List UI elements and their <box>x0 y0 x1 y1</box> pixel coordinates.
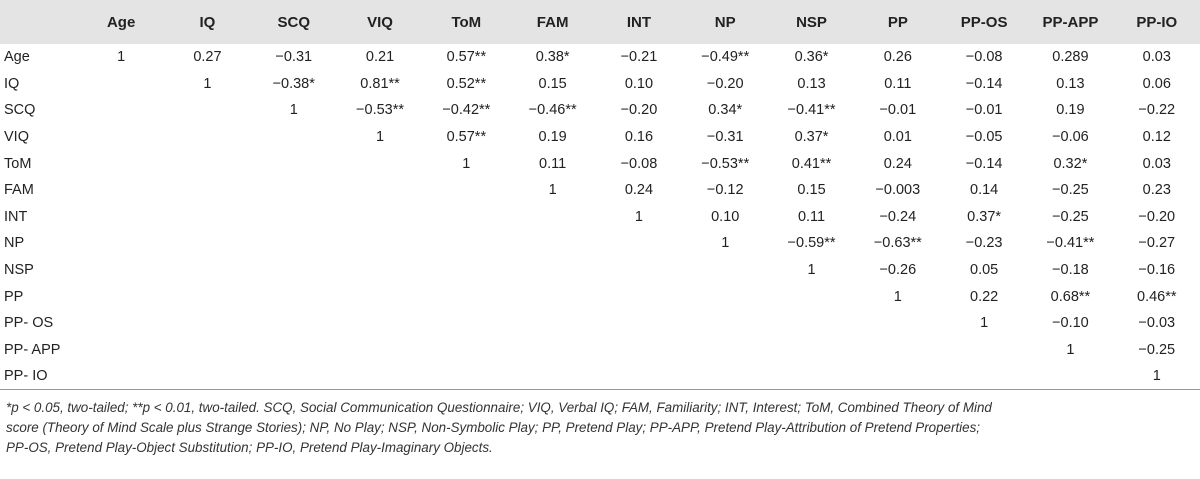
table-cell <box>768 337 854 364</box>
table-cell: −0.25 <box>1138 341 1176 358</box>
table-footnote <box>0 390 1200 458</box>
table-cell <box>251 337 337 364</box>
table-cell <box>596 283 682 310</box>
table-cell <box>596 230 682 257</box>
table-row <box>0 71 1200 98</box>
table-cell <box>337 230 423 257</box>
table-cell <box>337 150 423 177</box>
table-cell: −0.24 <box>879 208 917 225</box>
table-cell <box>78 124 164 151</box>
table-cell: 0.03 <box>1142 155 1171 172</box>
table-cell <box>509 337 595 364</box>
table-cell: 1 <box>634 208 643 225</box>
table-cell <box>164 97 250 124</box>
table-cell <box>509 257 595 284</box>
table-cell: 1 <box>117 49 126 66</box>
table-cell <box>251 177 337 204</box>
table-cell <box>337 177 423 204</box>
header-cell: INT <box>626 13 652 31</box>
table-cell: −0.59** <box>787 235 836 252</box>
table-cell: 0.16 <box>624 129 654 146</box>
header-cell <box>0 0 78 44</box>
row-label: IQ <box>4 75 20 92</box>
table-cell: 0.15 <box>797 182 826 199</box>
table-cell <box>423 177 509 204</box>
table-cell: −0.08 <box>620 155 658 172</box>
table-cell <box>78 177 164 204</box>
table-cell <box>78 363 164 390</box>
row-label: PP- OS <box>4 315 54 332</box>
table-cell <box>78 97 164 124</box>
row-label: FAM <box>4 182 34 199</box>
table-cell: −0.01 <box>879 102 917 119</box>
table-cell <box>509 283 595 310</box>
footnote-line: PP-OS, Pretend Play-Object Substitution; PP-IO, Pretend Play-Imaginary Objects. <box>6 440 493 456</box>
table-cell: −0.23 <box>965 235 1003 252</box>
table-cell: 0.26 <box>883 49 912 66</box>
table-body <box>0 44 1200 390</box>
table-cell: 0.10 <box>711 208 740 225</box>
table-cell <box>509 310 595 337</box>
header-cell: NP <box>714 13 736 31</box>
row-label: VIQ <box>4 129 29 146</box>
table-cell: 0.46** <box>1137 288 1177 305</box>
table-cell <box>423 363 509 390</box>
table-cell <box>682 257 768 284</box>
header-cell: PP-OS <box>960 13 1008 31</box>
table-cell: 0.22 <box>970 288 999 305</box>
table-cell: 0.14 <box>970 182 999 199</box>
table-cell: 0.10 <box>624 75 654 92</box>
table-cell: 0.32* <box>1053 155 1088 172</box>
table-cell: −0.31 <box>275 49 313 66</box>
header-cell: VIQ <box>367 13 393 31</box>
table-row <box>0 230 1200 257</box>
header-cell: IQ <box>199 13 216 31</box>
table-cell: 0.19 <box>538 129 567 146</box>
row-label: PP- APP <box>4 341 61 358</box>
table-cell <box>509 204 595 231</box>
footnote-line: score (Theory of Mind Scale plus Strange Stories); NP, No Play; NSP, Non-Symbolic Play; PP, Pretend Play; PP-APP, Pretend Play-Attribution of Pretend Properties; <box>6 420 981 436</box>
table-cell: 0.68** <box>1050 288 1091 305</box>
table-cell: 0.11 <box>797 208 826 225</box>
table-cell: 0.24 <box>883 155 912 172</box>
row-label: NP <box>4 235 25 252</box>
table-cell: −0.25 <box>1052 208 1089 225</box>
table-row <box>0 44 1200 71</box>
table-cell: −0.10 <box>1052 315 1089 332</box>
table-cell: 0.289 <box>1052 49 1089 66</box>
table-cell <box>337 337 423 364</box>
table-cell: 0.05 <box>970 262 999 279</box>
table-cell: 0.34* <box>708 102 743 119</box>
table-cell <box>251 257 337 284</box>
table-cell: 1 <box>893 288 902 305</box>
row-label: NSP <box>4 262 34 279</box>
table-cell: 1 <box>376 129 385 146</box>
row-label: Age <box>4 49 30 66</box>
table-cell: −0.08 <box>965 49 1003 66</box>
table-cell: 0.36* <box>794 49 829 66</box>
table-row <box>0 337 1200 364</box>
table-cell: −0.06 <box>1052 129 1089 146</box>
table-cell <box>509 363 595 390</box>
table-cell <box>164 337 250 364</box>
table-cell <box>251 124 337 151</box>
table-cell <box>509 230 595 257</box>
table-cell <box>337 310 423 337</box>
table-cell <box>596 337 682 364</box>
table-cell: 0.11 <box>884 75 912 92</box>
table-cell: −0.22 <box>1138 102 1176 119</box>
table-cell: −0.14 <box>965 155 1003 172</box>
table-cell <box>596 363 682 390</box>
table-cell: −0.20 <box>620 102 658 119</box>
table-cell: 0.41** <box>791 155 832 172</box>
table-cell <box>164 310 250 337</box>
table-cell <box>337 204 423 231</box>
table-cell: −0.38* <box>272 75 315 92</box>
table-cell <box>682 363 768 390</box>
row-label: PP- IO <box>0 363 78 390</box>
table-cell: 0.06 <box>1142 75 1171 92</box>
table-row <box>0 177 1200 204</box>
table-cell: −0.63** <box>873 235 922 252</box>
table-cell: 1 <box>462 155 471 172</box>
table-cell <box>1027 363 1113 390</box>
table-cell <box>251 310 337 337</box>
table-cell <box>164 363 250 390</box>
header-cell: Age <box>106 13 136 31</box>
table-cell: 0.13 <box>1056 75 1085 92</box>
table-row <box>0 283 1200 310</box>
header-cell: PP-APP <box>1042 13 1099 31</box>
table-cell <box>78 230 164 257</box>
table-cell <box>337 363 423 390</box>
table-cell <box>855 337 941 364</box>
table-cell: 0.12 <box>1142 129 1171 146</box>
table-cell: −0.16 <box>1138 262 1176 279</box>
table-cell <box>768 310 854 337</box>
table-cell: −0.42** <box>442 102 491 119</box>
table-cell <box>423 257 509 284</box>
table-cell: 0.37* <box>967 208 1002 225</box>
header-cell: NSP <box>796 13 827 31</box>
table-cell: 0.13 <box>797 75 826 92</box>
table-cell <box>682 310 768 337</box>
table-cell: 1 <box>1114 363 1200 390</box>
table-cell: 0.24 <box>624 182 654 199</box>
table-cell: 1 <box>289 102 298 119</box>
table-cell: 1 <box>807 262 816 279</box>
table-row <box>0 257 1200 284</box>
row-label: PP <box>4 288 24 305</box>
table-cell: 0.81** <box>360 75 400 92</box>
table-cell: −0.46** <box>528 102 577 119</box>
table-cell: 0.11 <box>539 155 567 172</box>
table-cell: −0.03 <box>1138 315 1176 332</box>
table-cell <box>164 204 250 231</box>
table-row <box>0 124 1200 151</box>
table-cell <box>251 150 337 177</box>
table-cell <box>251 204 337 231</box>
table-cell <box>164 257 250 284</box>
table-cell: −0.21 <box>620 49 658 66</box>
table-cell <box>423 310 509 337</box>
table-cell: 0.23 <box>1142 182 1171 199</box>
table-cell <box>596 257 682 284</box>
table-row <box>0 310 1200 337</box>
table-cell: 1 <box>548 182 557 199</box>
header-cell: PP <box>887 13 908 31</box>
table-cell <box>78 71 164 98</box>
table-cell: −0.01 <box>965 102 1003 119</box>
table-cell: −0.27 <box>1138 235 1176 252</box>
table-cell <box>337 283 423 310</box>
table-cell <box>78 310 164 337</box>
table-cell: −0.05 <box>965 129 1003 146</box>
table-cell <box>855 363 941 390</box>
table-cell: −0.26 <box>879 262 917 279</box>
table-cell <box>423 337 509 364</box>
table-cell: 0.27 <box>193 49 222 66</box>
header-cell: PP-IO <box>1136 13 1178 31</box>
table-cell <box>78 257 164 284</box>
table-cell: 0.21 <box>365 49 395 66</box>
row-label: ToM <box>4 155 32 172</box>
table-cell <box>251 230 337 257</box>
table-cell <box>164 124 250 151</box>
table-cell <box>941 363 1027 390</box>
table-cell: −0.53** <box>356 102 405 119</box>
table-row <box>0 363 1200 390</box>
table-cell <box>682 337 768 364</box>
table-header-row <box>0 0 1200 44</box>
table-cell <box>78 204 164 231</box>
table-cell <box>682 283 768 310</box>
table-cell: 0.57** <box>446 49 487 66</box>
table-cell <box>423 283 509 310</box>
table-cell: 0.52** <box>446 75 487 92</box>
table-cell: 0.03 <box>1142 49 1171 66</box>
table-cell <box>164 283 250 310</box>
table-cell <box>768 363 854 390</box>
table-cell: 0.37* <box>794 129 829 146</box>
header-cell: ToM <box>451 13 482 31</box>
table-cell <box>855 310 941 337</box>
table-cell <box>596 310 682 337</box>
header-cell: SCQ <box>277 13 310 31</box>
table-cell: −0.12 <box>706 182 744 199</box>
table-row <box>0 204 1200 231</box>
table-cell: 0.57** <box>446 129 487 146</box>
table-cell: −0.18 <box>1052 262 1089 279</box>
table-cell: −0.41** <box>787 102 836 119</box>
table-cell: −0.49** <box>701 49 750 66</box>
row-label: INT <box>4 208 28 225</box>
table-cell: 1 <box>980 315 989 332</box>
table-cell: −0.14 <box>965 75 1003 92</box>
table-cell <box>78 283 164 310</box>
table-cell <box>768 283 854 310</box>
table-cell: 1 <box>721 235 730 252</box>
table-cell: 1 <box>203 75 212 92</box>
table-cell: −0.20 <box>706 75 744 92</box>
footnote-line: *p < 0.05, two-tailed; **p < 0.01, two-tailed. SCQ, Social Communication Questionnaire; VIQ, Verbal IQ; FAM, Familiarity; INT, Interest; ToM, Combined Theory of Mind <box>6 400 992 416</box>
table-cell: 0.38* <box>535 49 570 66</box>
table-cell <box>423 230 509 257</box>
table-row <box>0 97 1200 124</box>
table-cell: −0.20 <box>1138 208 1176 225</box>
table-cell <box>164 150 250 177</box>
table-cell: 1 <box>1066 341 1075 358</box>
table-cell: 0.01 <box>883 129 912 146</box>
table-cell <box>251 363 337 390</box>
table-cell <box>164 230 250 257</box>
table-cell: 0.19 <box>1056 102 1085 119</box>
table-cell <box>423 204 509 231</box>
table-row <box>0 150 1200 177</box>
row-label: SCQ <box>4 102 36 119</box>
table-cell <box>78 337 164 364</box>
table-cell <box>941 337 1027 364</box>
header-cell: FAM <box>536 13 569 31</box>
table-cell <box>337 257 423 284</box>
table-cell <box>251 283 337 310</box>
table-cell: −0.41** <box>1046 235 1095 252</box>
table-cell: −0.003 <box>875 182 921 199</box>
table-cell: −0.31 <box>706 129 744 146</box>
table-cell <box>164 177 250 204</box>
table-cell: −0.25 <box>1052 182 1089 199</box>
table-cell: −0.53** <box>701 155 750 172</box>
table-cell <box>78 150 164 177</box>
table-cell: 0.15 <box>538 75 567 92</box>
